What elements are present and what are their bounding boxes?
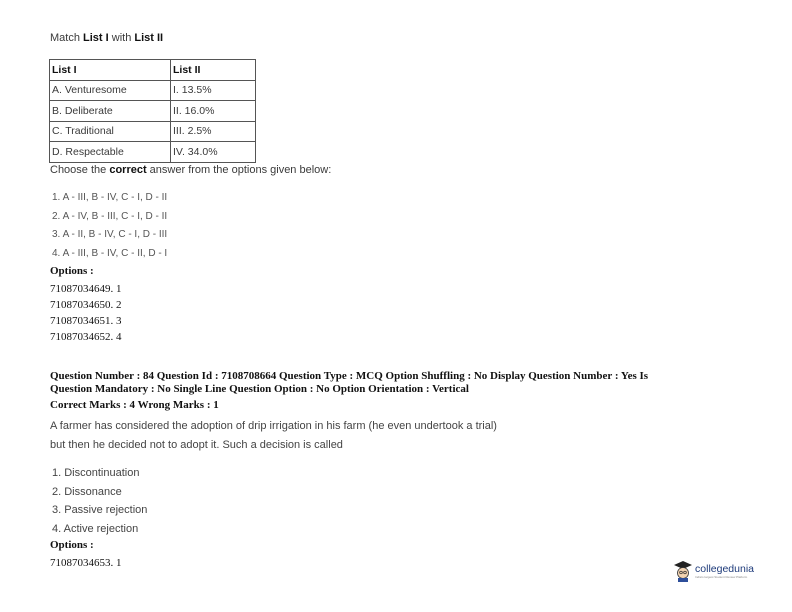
list-item: 3. A - II, B - IV, C - I, D - III bbox=[52, 229, 168, 240]
question-line: A farmer has considered the adoption of drip irrigation in his farm (he even undertook a trial) bbox=[50, 420, 497, 432]
table-cell: III. 2.5% bbox=[171, 121, 256, 142]
list-item: 1. A - III, B - IV, C - I, D - II bbox=[52, 192, 168, 203]
table-header-list2: List II bbox=[171, 60, 256, 81]
list-item: 3. Passive rejection bbox=[52, 504, 148, 516]
option-id: 71087034650. 2 bbox=[50, 299, 122, 311]
table-cell: II. 16.0% bbox=[171, 101, 256, 122]
logo-brand: collegedunia bbox=[695, 563, 754, 575]
marks-line: Correct Marks : 4 Wrong Marks : 1 bbox=[50, 399, 219, 411]
list-item: 4. Active rejection bbox=[52, 522, 139, 535]
option-id: 71087034649. 1 bbox=[50, 283, 122, 295]
table-header-list1: List I bbox=[50, 60, 171, 81]
question2-choices bbox=[52, 464, 147, 538]
list-item: 2. A - IV, B - III, C - I, D - II bbox=[52, 210, 168, 222]
option-id: 71087034651. 3 bbox=[50, 315, 122, 327]
option-ids bbox=[50, 555, 122, 571]
prompt-list1: List I bbox=[83, 32, 109, 44]
instruction-bold: correct bbox=[109, 164, 147, 176]
graduate-mascot-icon bbox=[673, 560, 693, 582]
logo-tagline: India's largest Student Review Platform bbox=[695, 575, 748, 579]
question1-choices bbox=[52, 189, 167, 263]
list-item: 4. A - III, B - IV, C - II, D - I bbox=[52, 247, 168, 259]
table-row bbox=[50, 121, 256, 142]
prompt-with: with bbox=[108, 32, 135, 44]
list-item: 1. Discontinuation bbox=[52, 467, 140, 479]
meta-line: Question Mandatory : No Single Line Question Option : No Option Orientation : Vertical bbox=[50, 383, 469, 395]
table-row bbox=[50, 80, 256, 101]
table-cell: B. Deliberate bbox=[50, 101, 171, 122]
option-id: 71087034653. 1 bbox=[50, 557, 122, 569]
question-prompt bbox=[50, 32, 163, 44]
list-item: 2. Dissonance bbox=[52, 485, 122, 498]
table-header-row bbox=[50, 60, 256, 81]
options-label: Options : bbox=[50, 265, 94, 277]
table-cell: C. Traditional bbox=[50, 121, 171, 142]
prompt-prefix: Match bbox=[50, 32, 84, 44]
option-id: 71087034652. 4 bbox=[50, 331, 122, 343]
options-label: Options : bbox=[50, 539, 94, 551]
question2-text bbox=[50, 417, 497, 455]
table-cell: D. Respectable bbox=[50, 142, 171, 163]
question-meta bbox=[50, 370, 750, 412]
option-ids bbox=[50, 281, 122, 345]
table-cell: A. Venturesome bbox=[50, 80, 171, 101]
instruction-prefix: Choose the bbox=[50, 164, 110, 176]
table-row bbox=[50, 101, 256, 122]
instruction-suffix: answer from the options given below: bbox=[146, 164, 332, 176]
meta-line: Question Number : 84 Question Id : 7108708664 Question Type : MCQ Option Shuffling : No Display Question Number : Yes Is bbox=[50, 370, 649, 382]
table-row bbox=[50, 142, 256, 163]
match-table bbox=[49, 59, 256, 163]
question-line: but then he decided not to adopt it. Such a decision is called bbox=[50, 439, 343, 451]
table-cell: I. 13.5% bbox=[171, 80, 256, 101]
table-cell: IV. 34.0% bbox=[171, 142, 256, 163]
prompt-list2: List II bbox=[134, 32, 164, 44]
instruction-text bbox=[50, 164, 331, 176]
collegedunia-logo bbox=[673, 560, 754, 582]
